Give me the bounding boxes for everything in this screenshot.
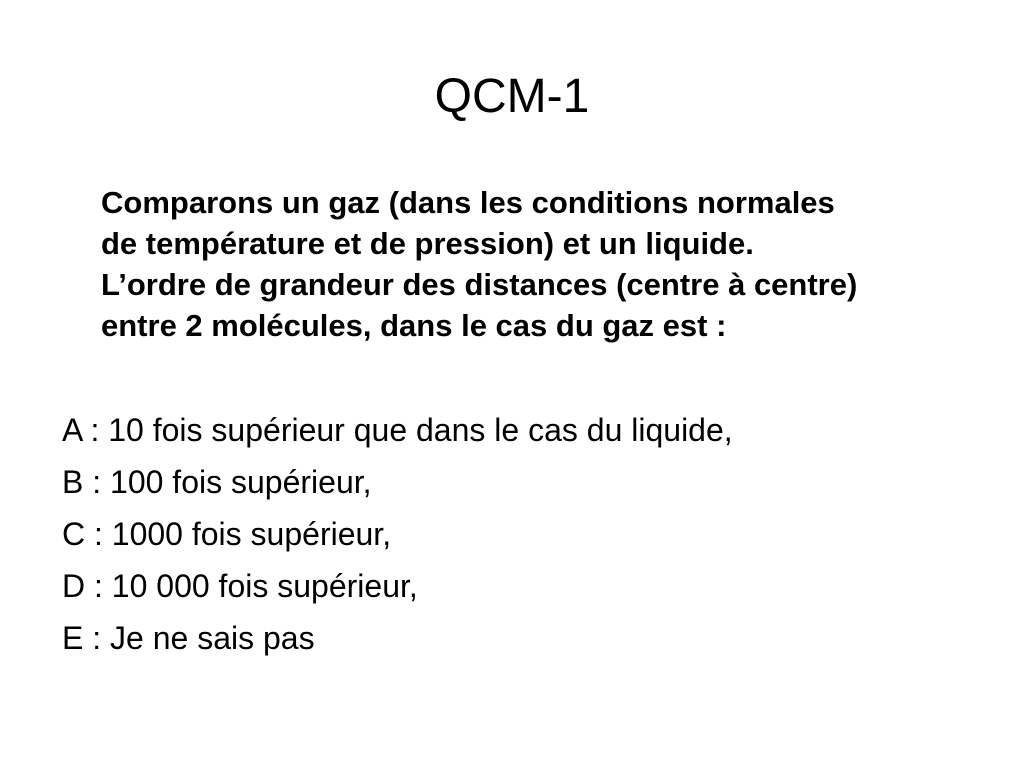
answer-option-b: B : 100 fois supérieur, [62, 464, 372, 500]
answer-option-c: C : 1000 fois supérieur, [62, 516, 392, 552]
question-line: Comparons un gaz (dans les conditions normales [101, 185, 835, 220]
answer-list [62, 404, 992, 664]
answer-option-d: D : 10 000 fois supérieur, [62, 568, 418, 604]
slide-title: QCM-1 [434, 70, 590, 123]
answer-option-e: E : Je ne sais pas [62, 620, 315, 656]
answer-option-a: A : 10 fois supérieur que dans le cas du liquide, [62, 412, 733, 448]
question-line: de température et de pression) et un liquide. [101, 226, 754, 261]
question-line: L’ordre de grandeur des distances (centre à centre) [101, 267, 858, 302]
question-line: entre 2 molécules, dans le cas du gaz est : [101, 308, 727, 343]
question-text [101, 182, 1011, 346]
